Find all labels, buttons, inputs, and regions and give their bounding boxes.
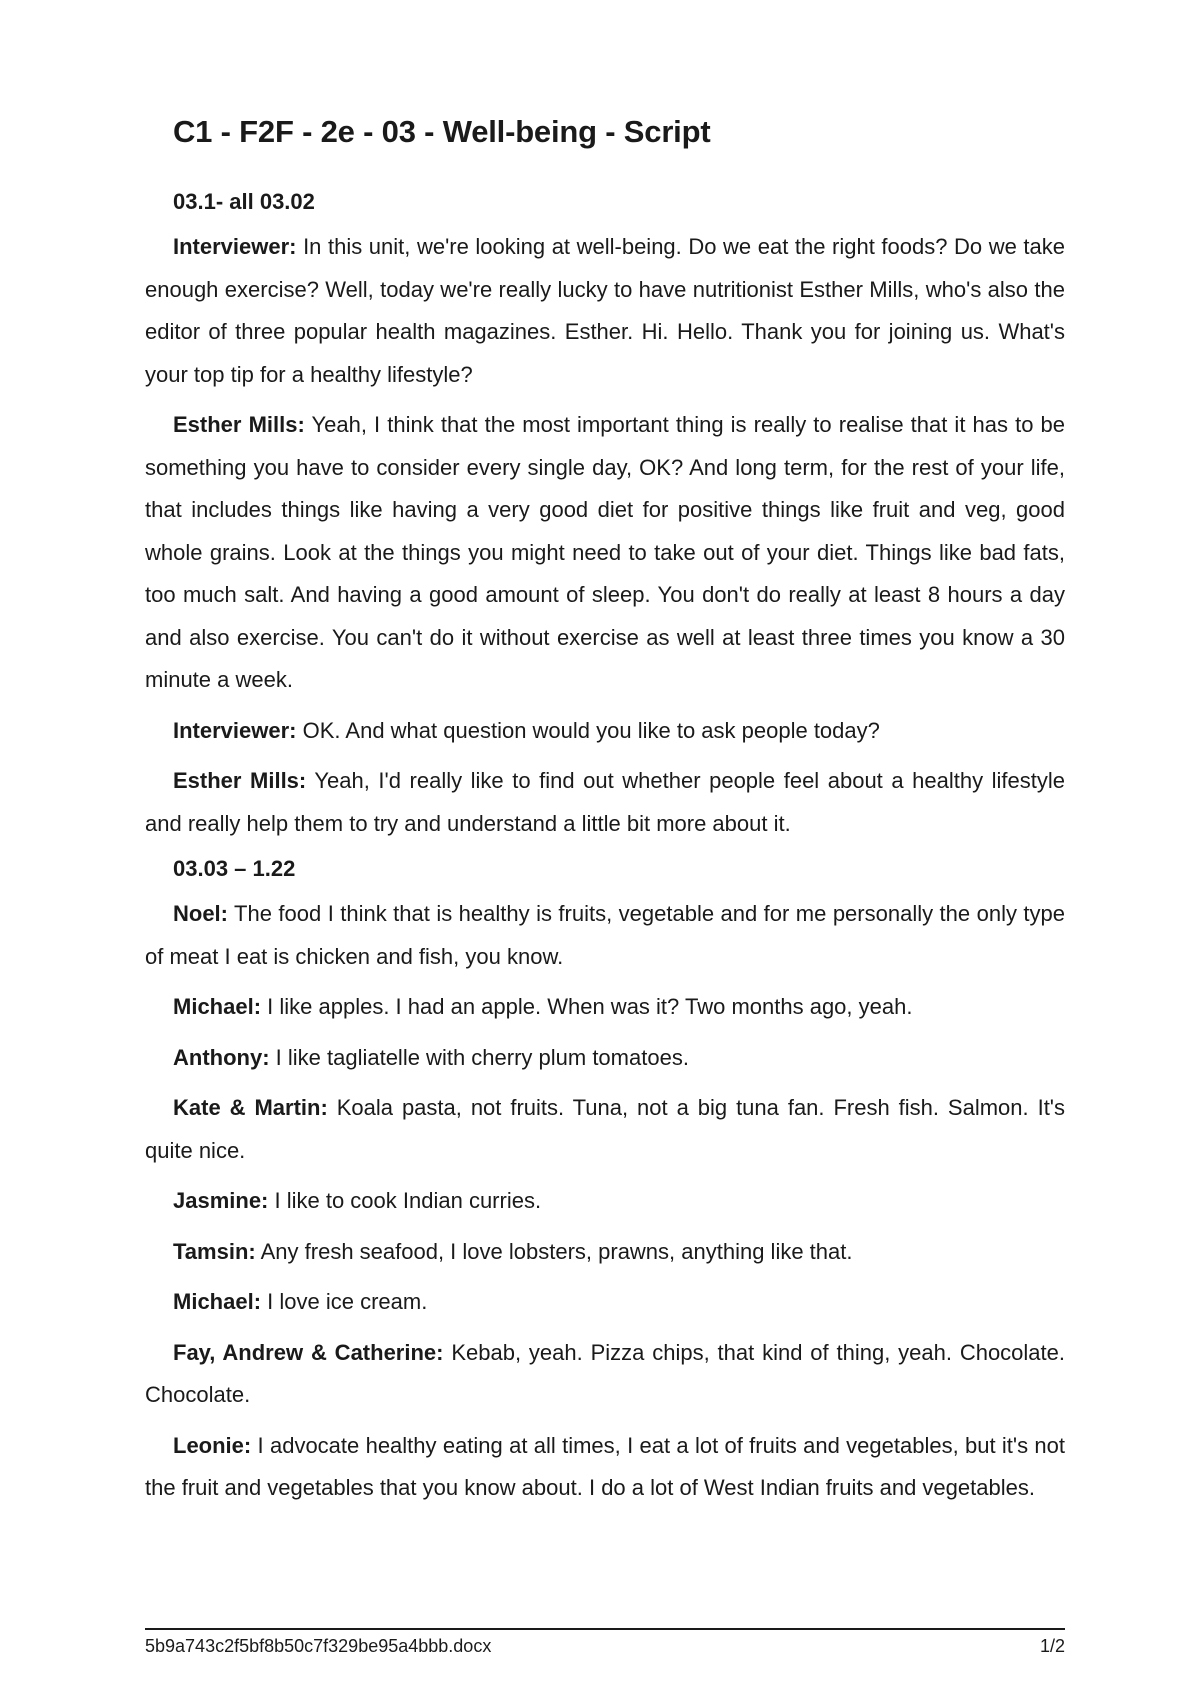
dialogue-text: Yeah, I think that the most important thing is really to realise that it has to be something you have to consider every single day, OK? And long term, for the rest of your life, that includes things like having a very good diet for positive things like fruit and veg, good whole grains. Look at the things you might need to take out of your diet. Things like bad fats, too much salt. And having a good amount of sleep. You don't do really at least 8 hours a day and also exercise. You can't do it without exercise as well at least three times you know a 30 minute a week. xyxy=(145,412,1066,692)
speaker-name: Fay, Andrew & Catherine: xyxy=(173,1339,444,1365)
footer-page-number: 1/2 xyxy=(1039,1636,1065,1656)
speaker-name: Michael: xyxy=(173,1289,262,1314)
dialogue-paragraph xyxy=(145,1231,1065,1274)
section-heading: 03.03 – 1.22 xyxy=(173,856,296,881)
dialogue-text: In this unit, we're looking at well-being. Do we eat the right foods? Do we take enough exercise? Well, today we're really lucky to have nutritionist Esther Mills, who's also the editor of three popular health magazines. Esther. Hi. Hello. Thank you for joining us. What's your top tip for a healthy lifestyle? xyxy=(145,234,1065,387)
section-heading: 03.1- all 03.02 xyxy=(173,189,315,214)
section xyxy=(145,186,1065,845)
dialogue-text: I like apples. I had an apple. When was it? Two months ago, yeah. xyxy=(261,994,913,1019)
dialogue-paragraph xyxy=(145,1037,1065,1080)
dialogue-paragraph xyxy=(145,1332,1065,1417)
section xyxy=(145,853,1065,1510)
dialogue-paragraph xyxy=(145,1180,1065,1223)
speaker-name: Michael: xyxy=(173,994,262,1019)
dialogue-text: Yeah, I'd really like to find out whether people feel about a healthy lifestyle and really help them to try and understand a little bit more about it. xyxy=(145,768,1065,836)
speaker-name: Leonie: xyxy=(173,1432,252,1458)
speaker-name: Tamsin: xyxy=(173,1238,256,1264)
dialogue-text: I like tagliatelle with cherry plum tomatoes. xyxy=(269,1044,689,1070)
speaker-name: Esther Mills: xyxy=(173,412,305,437)
dialogue-paragraph xyxy=(145,1425,1065,1510)
dialogue-text: I love ice cream. xyxy=(261,1289,428,1314)
dialogue-text: The food I think that is healthy is fruits, vegetable and for me personally the only type of meat I eat is chicken and fish, you know. xyxy=(145,901,1065,969)
dialogue-paragraph xyxy=(145,1281,1065,1324)
dialogue-paragraph xyxy=(145,226,1065,396)
footer-filename: 5b9a743c2f5bf8b50c7f329be95a4bbb.docx xyxy=(145,1636,492,1656)
dialogue-text: Koala pasta, not fruits. Tuna, not a big tuna fan. Fresh fish. Salmon. It's quite nice. xyxy=(145,1095,1066,1163)
dialogue-paragraph xyxy=(145,1087,1065,1172)
speaker-name: Jasmine: xyxy=(173,1188,269,1213)
speaker-name: Interviewer: xyxy=(173,234,297,259)
speaker-name: Anthony: xyxy=(173,1044,270,1070)
dialogue-text: Kebab, yeah. Pizza chips, that kind of thing, yeah. Chocolate. Chocolate. xyxy=(145,1339,1065,1407)
speaker-name: Interviewer: xyxy=(173,717,297,743)
dialogue-paragraph xyxy=(145,986,1065,1029)
document-title: C1 - F2F - 2e - 03 - Well-being - Script xyxy=(173,114,711,149)
dialogue-paragraph xyxy=(145,404,1065,702)
document-body xyxy=(145,186,1065,1518)
dialogue-text: OK. And what question would you like to ask people today? xyxy=(296,717,880,743)
dialogue-paragraph xyxy=(145,760,1065,845)
speaker-name: Kate & Martin: xyxy=(173,1095,328,1120)
speaker-name: Esther Mills: xyxy=(173,768,307,793)
dialogue-text: I advocate healthy eating at all times, I eat a lot of fruits and vegetables, but it's not the fruit and vegetables that you know about. I do a lot of West Indian fruits and vegetables. xyxy=(145,1432,1065,1500)
dialogue-text: I like to cook Indian curries. xyxy=(268,1188,542,1213)
dialogue-text: Any fresh seafood, I love lobsters, prawns, anything like that. xyxy=(255,1238,853,1264)
page-footer xyxy=(145,1628,1065,1657)
dialogue-paragraph xyxy=(145,710,1065,753)
dialogue-paragraph xyxy=(145,893,1065,978)
speaker-name: Noel: xyxy=(173,901,228,926)
